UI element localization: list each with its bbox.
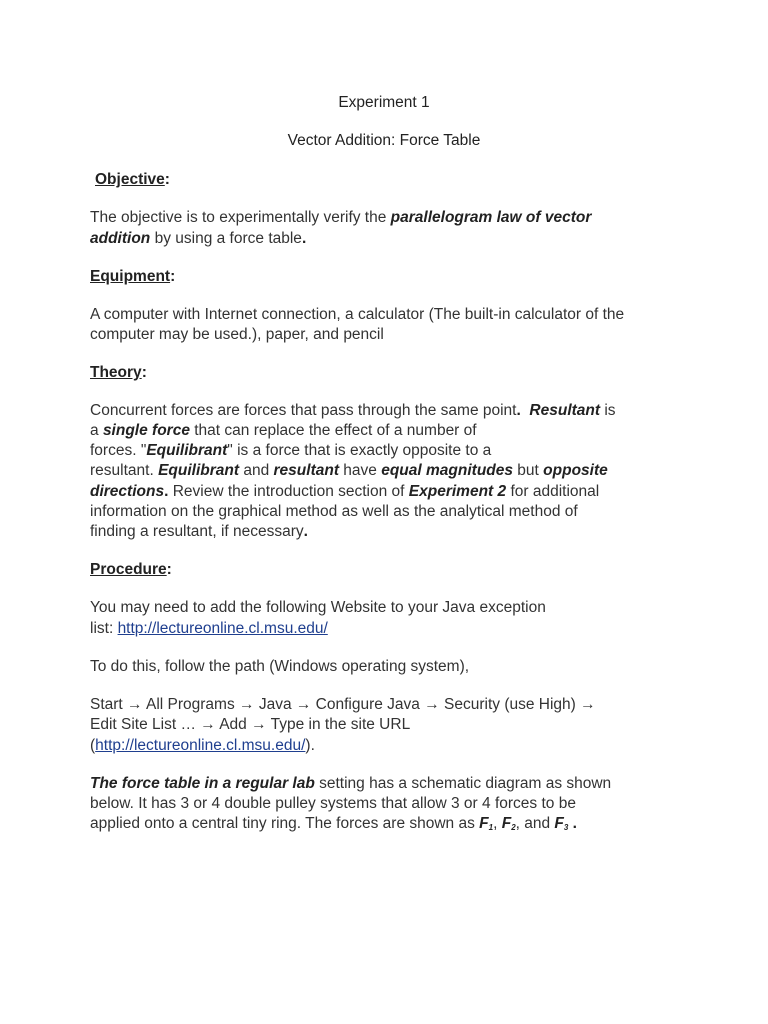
theory-line-5 xyxy=(90,482,599,502)
force-table-line-2: below. It has 3 or 4 double pulley systems that allow 3 or 4 forces to be xyxy=(90,795,576,812)
text: setting has a schematic diagram as shown xyxy=(314,775,612,792)
text: and xyxy=(239,462,274,479)
procedure-paragraph-2: To do this, follow the path (Windows operating system), xyxy=(90,658,470,675)
procedure-paragraph-1-line-1: You may need to add the following Website to your Java exception xyxy=(90,599,546,616)
experiment-number: Experiment 1 xyxy=(338,94,430,111)
procedure-heading-text: Procedure xyxy=(90,561,167,578)
text: Concurrent forces are forces that pass through the same point xyxy=(90,402,517,419)
equipment-heading-text: Equipment xyxy=(90,268,171,285)
text: applied onto a central tiny ring. The forces are shown as xyxy=(90,815,480,832)
emphasis: parallelogram law of vector xyxy=(390,209,592,226)
emphasis: resultant xyxy=(273,462,339,479)
text: . " xyxy=(132,442,147,459)
theory-line-4 xyxy=(90,461,608,481)
emphasis: directions xyxy=(90,483,165,500)
text: by using a force table xyxy=(150,230,302,247)
procedure-heading: Procedure: xyxy=(90,561,172,578)
text: resultant xyxy=(90,462,150,479)
objective-line-2 xyxy=(90,229,306,249)
emphasis: Equilibrant xyxy=(158,462,240,479)
procedure-paragraph-1-line-2 xyxy=(90,619,328,639)
emphasis: single force xyxy=(102,422,190,439)
text: . xyxy=(164,483,169,500)
procedure-path-line-1: Start → All Programs → Java → Configure Java → Security (use High) → xyxy=(90,696,596,713)
text: Review the introduction section of xyxy=(172,483,409,500)
equipment-line-2: computer may be used.), paper, and pencil xyxy=(90,326,384,343)
equipment-heading: Equipment: xyxy=(90,268,176,285)
theory-line-3 xyxy=(90,441,491,461)
text: , and xyxy=(515,815,555,832)
force-f1: $F_1$ xyxy=(479,815,494,832)
text: for additional xyxy=(506,483,600,500)
objective-heading-text: Objective xyxy=(95,171,165,188)
text: but xyxy=(513,462,544,479)
emphasis: addition xyxy=(90,230,151,247)
text: forces xyxy=(90,442,133,459)
text: , xyxy=(493,815,502,832)
objective-line-1 xyxy=(90,208,591,228)
force-table-line-1 xyxy=(90,774,611,794)
text: ( xyxy=(90,737,96,754)
force-table-line-3 xyxy=(90,814,577,838)
force-f3: $F_3$ xyxy=(554,815,569,832)
text: " is a force that is exactly opposite to a xyxy=(227,442,492,459)
emphasis: opposite xyxy=(543,462,608,479)
theory-line-7 xyxy=(90,522,308,542)
text: ). xyxy=(305,737,315,754)
equipment-line-1: A computer with Internet connection, a calculator (The built-in calculator of the xyxy=(90,306,625,323)
text: a xyxy=(90,422,103,439)
site-url-link[interactable]: http://lectureonline.cl.msu.edu/ xyxy=(95,737,306,754)
theory-heading: Theory: xyxy=(90,364,147,381)
text: finding a resultant, if necessary xyxy=(90,523,304,540)
theory-heading-text: Theory xyxy=(90,364,142,381)
text: have xyxy=(338,462,382,479)
procedure-path-line-3 xyxy=(90,736,315,756)
emphasis: Experiment 2 xyxy=(408,483,507,500)
theory-line-1 xyxy=(90,401,616,421)
objective-heading: Objective: xyxy=(95,171,170,188)
emphasis: Equilibrant xyxy=(146,442,228,459)
text: The objective is to experimentally verify the xyxy=(90,209,391,226)
theory-line-2 xyxy=(90,421,477,441)
emphasis: The force table in a regular lab xyxy=(90,775,315,792)
document-title: Vector Addition: Force Table xyxy=(287,132,481,149)
text: list: xyxy=(90,620,118,637)
java-exception-url-link[interactable]: http://lectureonline.cl.msu.edu/ xyxy=(117,620,328,637)
text: . xyxy=(303,523,308,540)
theory-line-6: information on the graphical method as well as the analytical method of xyxy=(90,503,578,520)
text: . xyxy=(568,815,577,832)
emphasis: Resultant xyxy=(529,402,601,419)
procedure-path-line-2: Edit Site List … → Add → Type in the site URL xyxy=(90,716,411,733)
force-f2: $F_2$ xyxy=(501,815,516,832)
text: is xyxy=(600,402,616,419)
text: . xyxy=(301,230,307,247)
text: that can replace the effect of a number of xyxy=(189,422,477,439)
text: . xyxy=(149,462,159,479)
text: . xyxy=(516,402,521,419)
emphasis: equal magnitudes xyxy=(381,462,513,479)
